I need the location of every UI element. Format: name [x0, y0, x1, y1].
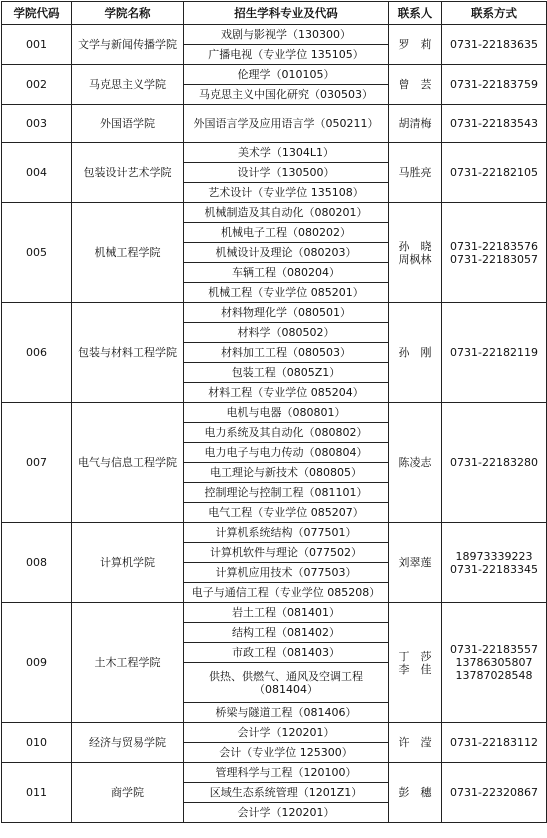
- major-cell: 伦理学（010105）: [184, 65, 389, 85]
- major-cell: 材料加工工程（080503）: [184, 343, 389, 363]
- contact-cell: [389, 203, 442, 303]
- major-cell: 会计（专业学位 125300）: [184, 743, 389, 763]
- major-cell: 机械设计及理论（080203）: [184, 243, 389, 263]
- phone-number: 0731-22183112: [450, 736, 538, 749]
- major-cell: 会计学（120201）: [184, 803, 389, 823]
- college-code: 009: [2, 603, 72, 723]
- phone-number: 0731-22183280: [450, 456, 538, 469]
- contact-name: 周枫林: [398, 252, 432, 266]
- college-name: 电气与信息工程学院: [72, 403, 184, 523]
- contact-cell: [389, 403, 442, 523]
- header-majors: 招生学科专业及代码: [184, 2, 389, 25]
- contact-name: 罗 莉: [398, 38, 432, 51]
- college-code: 003: [2, 105, 72, 143]
- phone-cell: [442, 403, 547, 523]
- major-cell: 车辆工程（080204）: [184, 263, 389, 283]
- major-cell: 计算机应用技术（077503）: [184, 563, 389, 583]
- major-cell: 会计学（120201）: [184, 723, 389, 743]
- college-code: 008: [2, 523, 72, 603]
- college-name: 包装设计艺术学院: [72, 143, 184, 203]
- phone-number: 0731-22183057: [450, 252, 538, 266]
- phone-number: 0731-22183557: [450, 643, 538, 656]
- major-cell: 电力系统及其自动化（080802）: [184, 423, 389, 443]
- header-college-code: 学院代码: [2, 2, 72, 25]
- college-name: 文学与新闻传播学院: [72, 25, 184, 65]
- phone-cell: [442, 763, 547, 823]
- college-code: 004: [2, 143, 72, 203]
- major-cell: 外国语言学及应用语言学（050211）: [184, 105, 389, 143]
- contact-name: 刘翠莲: [398, 556, 432, 569]
- phone-number: 0731-22183543: [450, 117, 538, 130]
- major-cell: 市政工程（081403）: [184, 643, 389, 663]
- contact-name: 陈凌志: [398, 456, 432, 469]
- phone-cell: [442, 603, 547, 723]
- college-name: 商学院: [72, 763, 184, 823]
- major-cell: 电子与通信工程（专业学位 085208）: [184, 583, 389, 603]
- major-cell: 岩土工程（081401）: [184, 603, 389, 623]
- college-name: 经济与贸易学院: [72, 723, 184, 763]
- contact-cell: [389, 523, 442, 603]
- major-cell: 马克思主义中国化研究（030503）: [184, 85, 389, 105]
- table-row: [2, 65, 547, 85]
- table-row: [2, 403, 547, 423]
- phone-cell: [442, 65, 547, 105]
- phone-number: 18973339223: [455, 549, 533, 563]
- major-cell: 美术学（1304L1）: [184, 143, 389, 163]
- admissions-table: [1, 1, 547, 823]
- college-name: 机械工程学院: [72, 203, 184, 303]
- contact-cell: [389, 143, 442, 203]
- college-code: 011: [2, 763, 72, 823]
- major-cell: 结构工程（081402）: [184, 623, 389, 643]
- phone-number: 0731-22183759: [450, 78, 538, 91]
- phone-number: 13787028548: [455, 669, 533, 682]
- phone-cell: [442, 303, 547, 403]
- major-cell: 管理科学与工程（120100）: [184, 763, 389, 783]
- phone-cell: [442, 143, 547, 203]
- table-row: [2, 25, 547, 45]
- table-row: [2, 763, 547, 783]
- table-row: [2, 203, 547, 223]
- major-cell: 材料学（080502）: [184, 323, 389, 343]
- major-cell: 机械制造及其自动化（080201）: [184, 203, 389, 223]
- contact-name: 马胜亮: [398, 166, 432, 179]
- college-code: 001: [2, 25, 72, 65]
- major-cell: 戏剧与影视学（130300）: [184, 25, 389, 45]
- contact-name: 彭 穗: [398, 786, 432, 799]
- college-name: 土木工程学院: [72, 603, 184, 723]
- contact-cell: [389, 603, 442, 723]
- contact-cell: [389, 303, 442, 403]
- major-cell: 供热、供燃气、通风及空调工程（081404）: [184, 663, 389, 703]
- contact-cell: [389, 65, 442, 105]
- table-row: [2, 143, 547, 163]
- header-row: [2, 2, 547, 25]
- major-cell: 电机与电器（080801）: [184, 403, 389, 423]
- phone-number: 0731-22183576: [450, 239, 538, 253]
- major-cell: 材料物理化学（080501）: [184, 303, 389, 323]
- college-name: 包装与材料工程学院: [72, 303, 184, 403]
- table-row: [2, 603, 547, 623]
- phone-number: 0731-22320867: [450, 786, 538, 799]
- college-code: 005: [2, 203, 72, 303]
- contact-name: 胡清梅: [398, 117, 432, 130]
- contact-name: 曾 芸: [398, 78, 432, 91]
- major-cell: 控制理论与控制工程（081101）: [184, 483, 389, 503]
- major-cell: 艺术设计（专业学位 135108）: [184, 183, 389, 203]
- contact-name: 许 滢: [398, 736, 432, 749]
- major-cell: 电力电子与电力传动（080804）: [184, 443, 389, 463]
- contact-cell: [389, 723, 442, 763]
- contact-name: 孙 晓: [398, 239, 432, 253]
- major-cell: 电工理论与新技术（080805）: [184, 463, 389, 483]
- header-contact: 联系人: [389, 2, 442, 25]
- major-cell: 广播电视（专业学位 135105）: [184, 45, 389, 65]
- phone-number: 13786305807: [455, 656, 533, 669]
- contact-name: 孙 刚: [398, 346, 432, 359]
- major-cell: 包装工程（0805Z1）: [184, 363, 389, 383]
- contact-cell: [389, 105, 442, 143]
- phone-number: 0731-22183345: [450, 562, 538, 576]
- college-code: 010: [2, 723, 72, 763]
- contact-cell: [389, 25, 442, 65]
- major-cell: 桥梁与隧道工程（081406）: [184, 703, 389, 723]
- college-code: 006: [2, 303, 72, 403]
- phone-number: 0731-22182105: [450, 166, 538, 179]
- table-row: [2, 523, 547, 543]
- major-cell: 设计学（130500）: [184, 163, 389, 183]
- major-cell: 计算机系统结构（077501）: [184, 523, 389, 543]
- table-row: [2, 105, 547, 143]
- table-row: [2, 723, 547, 743]
- college-name: 计算机学院: [72, 523, 184, 603]
- college-code: 007: [2, 403, 72, 523]
- contact-name: 丁 莎: [398, 649, 432, 663]
- college-name: 外国语学院: [72, 105, 184, 143]
- phone-cell: [442, 523, 547, 603]
- table-body: [2, 25, 547, 823]
- phone-cell: [442, 203, 547, 303]
- header-phone: 联系方式: [442, 2, 547, 25]
- major-cell: 电气工程（专业学位 085207）: [184, 503, 389, 523]
- major-cell: 区域生态系统管理（1201Z1）: [184, 783, 389, 803]
- contact-cell: [389, 763, 442, 823]
- contact-name: 李 佳: [398, 662, 432, 676]
- college-name: 马克思主义学院: [72, 65, 184, 105]
- major-cell: 材料工程（专业学位 085204）: [184, 383, 389, 403]
- major-cell: 计算机软件与理论（077502）: [184, 543, 389, 563]
- phone-cell: [442, 723, 547, 763]
- phone-cell: [442, 105, 547, 143]
- phone-number: 0731-22182119: [450, 346, 538, 359]
- table-row: [2, 303, 547, 323]
- major-cell: 机械电子工程（080202）: [184, 223, 389, 243]
- major-cell: 机械工程（专业学位 085201）: [184, 283, 389, 303]
- phone-number: 0731-22183635: [450, 38, 538, 51]
- header-college-name: 学院名称: [72, 2, 184, 25]
- phone-cell: [442, 25, 547, 65]
- college-code: 002: [2, 65, 72, 105]
